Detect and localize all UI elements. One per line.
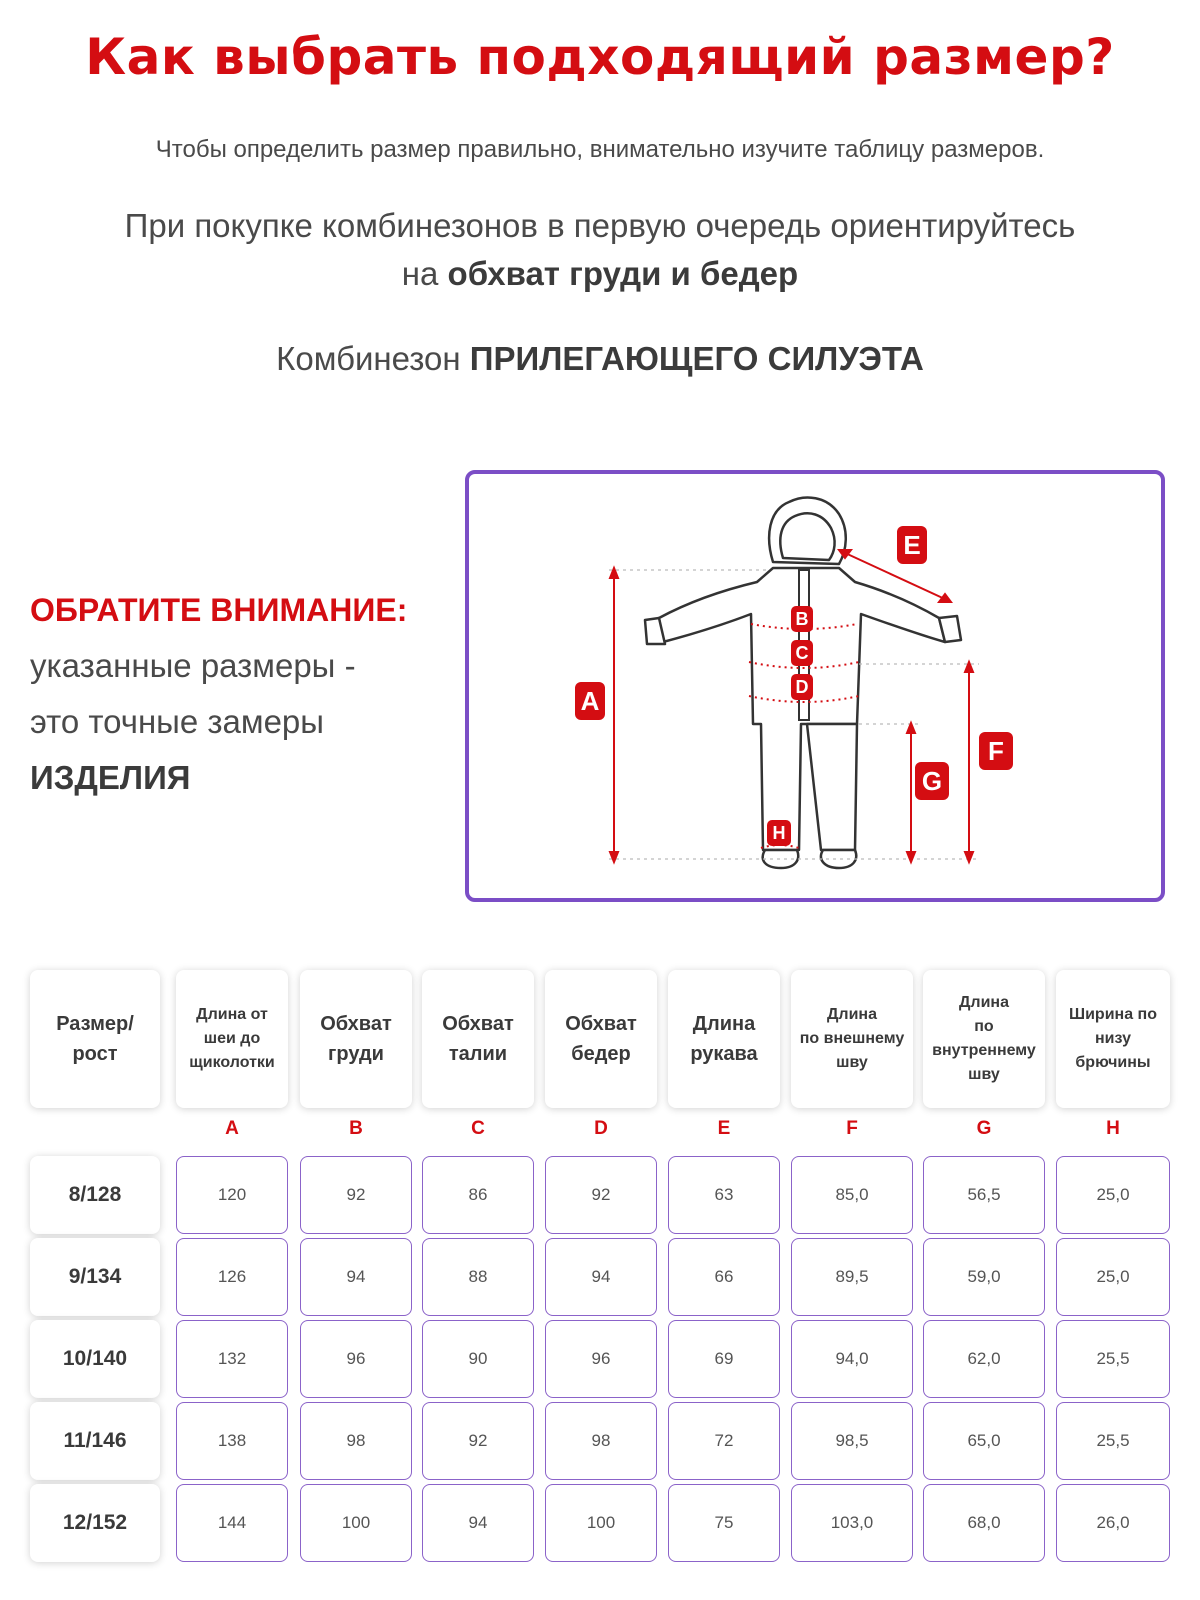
- instruction-prefix: на: [401, 255, 439, 292]
- value-cell: 132: [176, 1320, 288, 1398]
- value-cell: 100: [545, 1484, 657, 1562]
- value-cell: 100: [300, 1484, 412, 1562]
- value-cell: 144: [176, 1484, 288, 1562]
- column-letter-a: A: [225, 1118, 239, 1139]
- value-cell: 94,0: [791, 1320, 913, 1398]
- size-cell: 12/152: [30, 1484, 160, 1562]
- table-header-8: Ширина по низу брючины: [1056, 970, 1170, 1108]
- column-letter-c: C: [471, 1118, 485, 1139]
- value-cell: 94: [545, 1238, 657, 1316]
- table-header-1: Длина от шеи до щиколотки: [176, 970, 288, 1108]
- instruction-text: [0, 202, 1200, 298]
- value-cell: 138: [176, 1402, 288, 1480]
- value-cell: 92: [300, 1156, 412, 1234]
- value-cell: 86: [422, 1156, 534, 1234]
- svg-text:C: C: [795, 643, 809, 663]
- column-letter-f: F: [846, 1118, 858, 1139]
- attention-heading: ОБРАТИТЕ ВНИМАНИЕ:: [30, 592, 408, 628]
- value-cell: 92: [422, 1402, 534, 1480]
- value-cell: 89,5: [791, 1238, 913, 1316]
- table-header-2: Обхват груди: [300, 970, 412, 1108]
- value-cell: 68,0: [923, 1484, 1045, 1562]
- svg-text:A: A: [580, 686, 600, 716]
- column-letter-h: H: [1106, 1118, 1120, 1139]
- svg-text:G: G: [921, 766, 943, 796]
- table-header-0: Размер/ рост: [30, 970, 160, 1108]
- value-cell: 94: [422, 1484, 534, 1562]
- attention-line-2: это точные замеры: [30, 703, 325, 740]
- size-cell: 8/128: [30, 1156, 160, 1234]
- value-cell: 98,5: [791, 1402, 913, 1480]
- column-letter-d: D: [594, 1118, 608, 1139]
- value-cell: 85,0: [791, 1156, 913, 1234]
- table-header-3: Обхват талии: [422, 970, 534, 1108]
- value-cell: 26,0: [1056, 1484, 1170, 1562]
- instruction-line-1: При покупке комбинезонов в первую очередь ориентируйтесь: [124, 207, 1076, 244]
- table-header-4: Обхват бедер: [545, 970, 657, 1108]
- silhouette-heading: [0, 340, 1200, 378]
- value-cell: 63: [668, 1156, 780, 1234]
- size-cell: 10/140: [30, 1320, 160, 1398]
- value-cell: 25,0: [1056, 1156, 1170, 1234]
- attention-line-3: ИЗДЕЛИЯ: [30, 759, 191, 796]
- hood-inner: [780, 513, 834, 560]
- value-cell: 96: [545, 1320, 657, 1398]
- table-header-5: Длина рукава: [668, 970, 780, 1108]
- svg-text:F: F: [988, 736, 1004, 766]
- value-cell: 92: [545, 1156, 657, 1234]
- value-cell: 90: [422, 1320, 534, 1398]
- value-cell: 96: [300, 1320, 412, 1398]
- value-cell: 25,0: [1056, 1238, 1170, 1316]
- value-cell: 72: [668, 1402, 780, 1480]
- svg-text:E: E: [903, 530, 921, 560]
- table-header-6: Длина по внешнему шву: [791, 970, 913, 1108]
- value-cell: 65,0: [923, 1402, 1045, 1480]
- value-cell: 56,5: [923, 1156, 1045, 1234]
- right-leg: [807, 724, 857, 850]
- size-cell: 9/134: [30, 1238, 160, 1316]
- column-letter-g: G: [976, 1118, 992, 1139]
- value-cell: 94: [300, 1238, 412, 1316]
- value-cell: 103,0: [791, 1484, 913, 1562]
- silhouette-prefix: Комбинезон: [276, 340, 461, 377]
- svg-text:D: D: [795, 677, 809, 697]
- value-cell: 98: [300, 1402, 412, 1480]
- column-letter-e: E: [717, 1118, 731, 1139]
- table-header-7: Длина по внутреннему шву: [923, 970, 1045, 1108]
- silhouette-bold: ПРИЛЕГАЮЩЕГО СИЛУЭТА: [469, 340, 924, 377]
- svg-text:B: B: [795, 609, 809, 629]
- value-cell: 88: [422, 1238, 534, 1316]
- instruction-line-2: [0, 250, 1200, 298]
- column-letter-b: B: [349, 1118, 363, 1139]
- svg-text:H: H: [772, 823, 786, 843]
- jumpsuit-illustration: [469, 474, 1161, 898]
- attention-note: [30, 582, 450, 806]
- value-cell: 75: [668, 1484, 780, 1562]
- value-cell: 62,0: [923, 1320, 1045, 1398]
- attention-line-1: указанные размеры -: [30, 647, 356, 684]
- value-cell: 59,0: [923, 1238, 1045, 1316]
- instruction-bold: обхват груди и бедер: [447, 255, 799, 292]
- page-title: Как выбрать подходящий размер?: [85, 28, 1115, 86]
- value-cell: 66: [668, 1238, 780, 1316]
- value-cell: 126: [176, 1238, 288, 1316]
- measurement-diagram: [465, 470, 1165, 902]
- value-cell: 69: [668, 1320, 780, 1398]
- value-cell: 98: [545, 1402, 657, 1480]
- size-cell: 11/146: [30, 1402, 160, 1480]
- page-subtitle: Чтобы определить размер правильно, внимательно изучите таблицу размеров.: [155, 136, 1045, 163]
- value-cell: 25,5: [1056, 1402, 1170, 1480]
- value-cell: 120: [176, 1156, 288, 1234]
- value-cell: 25,5: [1056, 1320, 1170, 1398]
